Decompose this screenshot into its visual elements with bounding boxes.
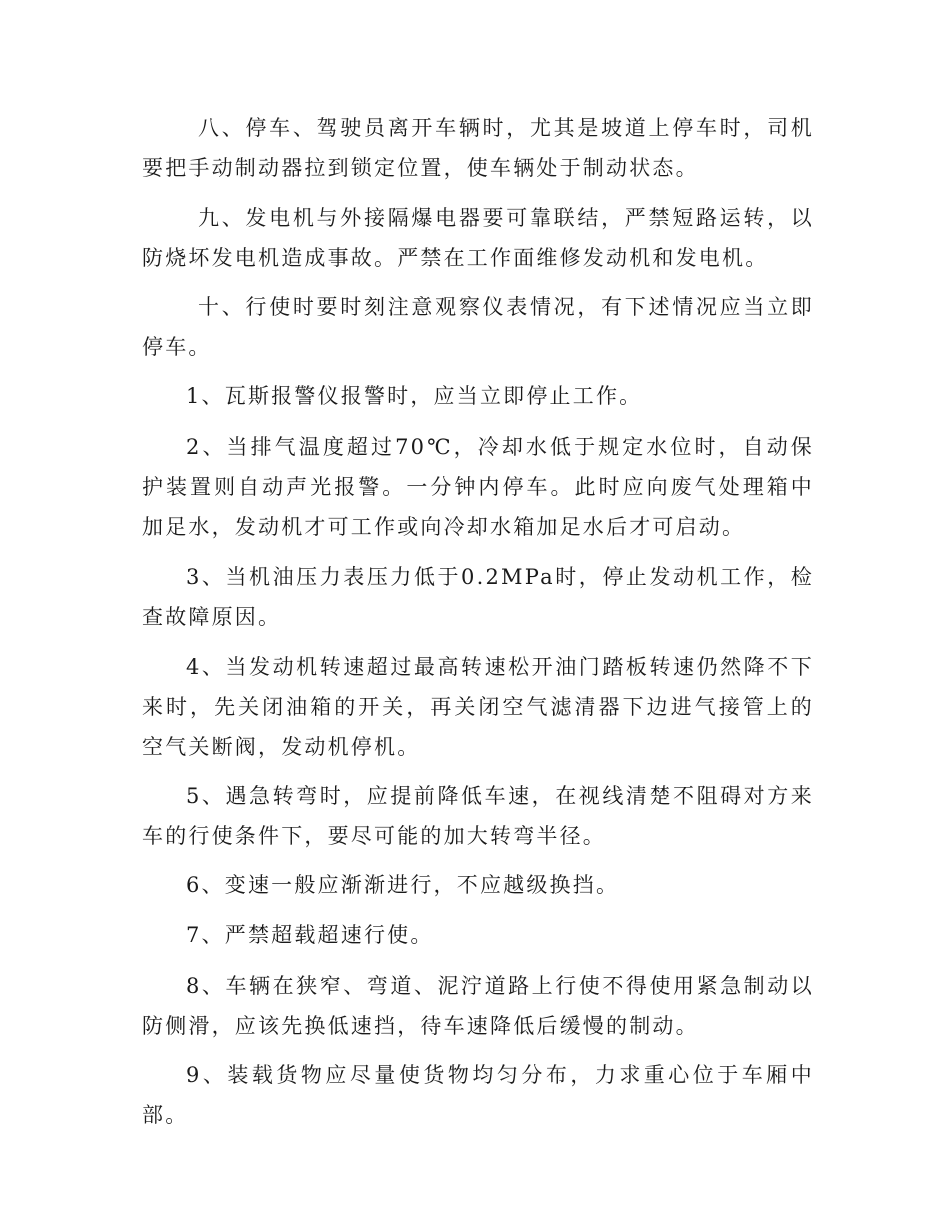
list-item-9-cargo-loading: 9、装载货物应尽量使货物均匀分布，力求重心位于车厢中部。 xyxy=(142,1063,814,1127)
list-item-1-gas-alarm: 1、瓦斯报警仪报警时，应当立即停止工作。 xyxy=(186,384,643,408)
list-item-5-sharp-turn: 5、遇急转弯时，应提前降低车速，在视线清楚不阻碍对方来车的行使条件下，要尽可能的加大转弯半径。 xyxy=(142,784,814,848)
list-item-8-narrow-road: 8、车辆在狭窄、弯道、泥泞道路上行使不得使用紧急制动以防侧滑，应该先换低速挡，待车速降低后缓慢的制动。 xyxy=(142,974,814,1038)
list-item-7-overload: 7、严禁超载超速行使。 xyxy=(186,923,434,947)
list-item-6-gear-shift: 6、变速一般应渐渐进行，不应越级换挡。 xyxy=(186,873,620,897)
paragraph-8-parking: 八、停车、驾驶员离开车辆时，尤其是坡道上停车时，司机要把手动制动器拉到锁定位置，使车辆处于制动状态。 xyxy=(142,116,814,180)
paragraph-10-instruments: 十、行使时要时刻注意观察仪表情况，有下述情况应当立即停车。 xyxy=(142,295,814,359)
list-item-4-engine-overspeed: 4、当发动机转速超过最高转速松开油门踏板转速仍然降不下来时，先关闭油箱的开关，再关闭空气滤清器下边进气接管上的空气关断阀，发动机停机。 xyxy=(142,655,814,759)
list-item-3-oil-pressure: 3、当机油压力表压力低于0.2MPa时，停止发动机工作，检查故障原因。 xyxy=(142,565,814,629)
list-item-2-exhaust-temperature: 2、当排气温度超过70℃，冷却水低于规定水位时，自动保护装置则自动声光报警。一分钟内停车。此时应向废气处理箱中加足水，发动机才可工作或向冷却水箱加足水后才可启动。 xyxy=(142,435,814,539)
paragraph-9-generator: 九、发电机与外接隔爆电器要可靠联结，严禁短路运转，以防烧坏发电机造成事故。严禁在工作面维修发动机和发电机。 xyxy=(142,206,814,270)
